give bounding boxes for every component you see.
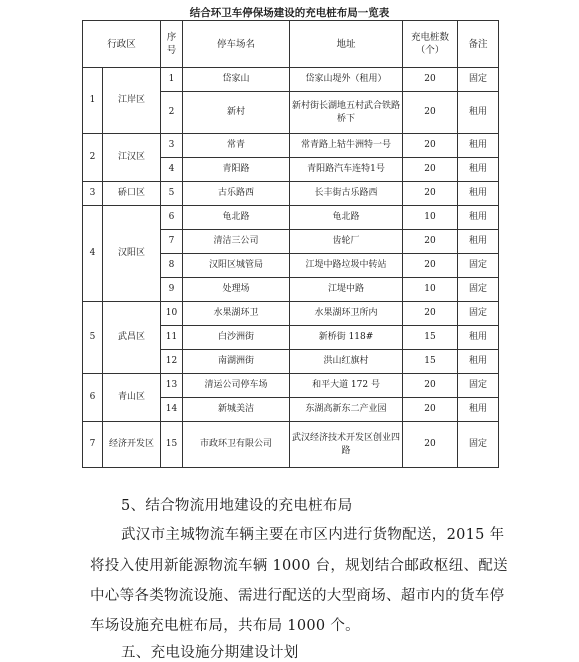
remark-cell: 租用 (458, 182, 499, 206)
address-cell: 岱家山堤外（租用） (290, 68, 403, 92)
pile-count-cell: 20 (403, 134, 458, 158)
remark-cell: 租用 (458, 398, 499, 422)
seq-cell: 9 (161, 278, 183, 302)
address-cell: 和平大道 172 号 (290, 374, 403, 398)
district-name: 江岸区 (103, 68, 161, 134)
address-cell: 龟北路 (290, 206, 403, 230)
table-row (83, 182, 499, 206)
remark-cell: 租用 (458, 206, 499, 230)
remark-cell: 租用 (458, 92, 499, 134)
pile-count-cell: 20 (403, 254, 458, 278)
seq-cell: 5 (161, 182, 183, 206)
address-cell: 江堤中路 (290, 278, 403, 302)
table-row (83, 302, 499, 326)
pile-count-cell: 20 (403, 230, 458, 254)
address-cell: 武汉经济技术开发区创业四路 (290, 422, 403, 468)
address-cell: 齿轮厂 (290, 230, 403, 254)
pile-count-cell: 10 (403, 206, 458, 230)
table-title: 结合环卫车停保场建设的充电桩布局一览表 (189, 7, 390, 19)
parking-name-cell: 市政环卫有限公司 (183, 422, 290, 468)
district-name: 江汉区 (103, 134, 161, 182)
pile-count-cell: 20 (403, 302, 458, 326)
parking-name-cell: 清洁三公司 (183, 230, 290, 254)
address-cell: 洪山红旗村 (290, 350, 403, 374)
header-remark: 备注 (458, 21, 499, 68)
district-index: 2 (83, 134, 103, 182)
remark-cell: 固定 (458, 422, 499, 468)
pile-count-cell: 20 (403, 374, 458, 398)
body-text-line: 将投入使用新能源物流车辆 1000 台，规划结合邮政枢纽、配送 (90, 558, 508, 574)
district-index: 6 (83, 374, 103, 422)
parking-name-cell: 古乐路西 (183, 182, 290, 206)
remark-cell: 固定 (458, 278, 499, 302)
remark-cell: 租用 (458, 230, 499, 254)
header-district: 行政区 (83, 21, 161, 68)
parking-name-cell: 新村 (183, 92, 290, 134)
district-index: 4 (83, 206, 103, 302)
district-name: 硚口区 (103, 182, 161, 206)
remark-cell: 租用 (458, 158, 499, 182)
header-address: 地址 (290, 21, 403, 68)
seq-cell: 1 (161, 68, 183, 92)
section-heading-five: 五、充电设施分期建设计划 (121, 645, 299, 661)
remark-cell: 固定 (458, 254, 499, 278)
address-cell: 青阳路汽车连特1号 (290, 158, 403, 182)
district-index: 3 (83, 182, 103, 206)
parking-name-cell: 新城美洁 (183, 398, 290, 422)
district-name: 武昌区 (103, 302, 161, 374)
address-cell: 长丰街古乐路西 (290, 182, 403, 206)
seq-cell: 7 (161, 230, 183, 254)
district-name: 青山区 (103, 374, 161, 422)
seq-cell: 3 (161, 134, 183, 158)
table-row (83, 206, 499, 230)
table-row (83, 374, 499, 398)
section-heading-5: 5、结合物流用地建设的充电桩布局 (121, 498, 353, 514)
remark-cell: 租用 (458, 134, 499, 158)
seq-cell: 14 (161, 398, 183, 422)
address-cell: 常青路上轱牛洲特一号 (290, 134, 403, 158)
district-name: 汉阳区 (103, 206, 161, 302)
header-seq: 序号 (161, 21, 183, 68)
address-cell: 新村街长湖地五村武合铁路桥下 (290, 92, 403, 134)
address-cell: 水果湖环卫所内 (290, 302, 403, 326)
pile-count-cell: 20 (403, 92, 458, 134)
seq-cell: 4 (161, 158, 183, 182)
pile-count-cell: 20 (403, 158, 458, 182)
parking-name-cell: 水果湖环卫 (183, 302, 290, 326)
district-index: 5 (83, 302, 103, 374)
seq-cell: 10 (161, 302, 183, 326)
body-text-line: 中心等各类物流设施、需进行配送的大型商场、超市内的货车停 (90, 588, 505, 604)
header-name: 停车场名 (183, 21, 290, 68)
seq-cell: 2 (161, 92, 183, 134)
body-text-line: 车场设施充电桩布局，共布局 1000 个。 (90, 618, 360, 634)
seq-cell: 15 (161, 422, 183, 468)
parking-name-cell: 汉阳区城管局 (183, 254, 290, 278)
district-index: 1 (83, 68, 103, 134)
parking-name-cell: 岱家山 (183, 68, 290, 92)
seq-cell: 11 (161, 326, 183, 350)
parking-name-cell: 青阳路 (183, 158, 290, 182)
parking-name-cell: 南湖洲街 (183, 350, 290, 374)
parking-name-cell: 清运公司停车场 (183, 374, 290, 398)
table-row (83, 68, 499, 92)
parking-name-cell: 处理场 (183, 278, 290, 302)
seq-cell: 12 (161, 350, 183, 374)
address-cell: 东湖高新东二产业园 (290, 398, 403, 422)
parking-name-cell: 龟北路 (183, 206, 290, 230)
seq-cell: 8 (161, 254, 183, 278)
remark-cell: 固定 (458, 302, 499, 326)
address-cell: 新桥街 118# (290, 326, 403, 350)
remark-cell: 租用 (458, 326, 499, 350)
pile-count-cell: 20 (403, 422, 458, 468)
parking-name-cell: 白沙洲街 (183, 326, 290, 350)
seq-cell: 6 (161, 206, 183, 230)
table-header-row (83, 21, 499, 68)
pile-count-cell: 15 (403, 350, 458, 374)
body-text-line: 武汉市主城物流车辆主要在市区内进行货物配送，2015 年 (121, 527, 505, 543)
remark-cell: 固定 (458, 68, 499, 92)
seq-cell: 13 (161, 374, 183, 398)
pile-count-cell: 20 (403, 68, 458, 92)
charging-pile-table (82, 20, 499, 468)
district-index: 7 (83, 422, 103, 468)
remark-cell: 固定 (458, 374, 499, 398)
table-row (83, 134, 499, 158)
parking-name-cell: 常青 (183, 134, 290, 158)
address-cell: 江堤中路垃圾中转站 (290, 254, 403, 278)
district-name: 经济开发区 (103, 422, 161, 468)
table-row (83, 422, 499, 468)
pile-count-cell: 15 (403, 326, 458, 350)
remark-cell: 租用 (458, 350, 499, 374)
header-count: 充电桩数（个） (403, 21, 458, 68)
pile-count-cell: 10 (403, 278, 458, 302)
pile-count-cell: 20 (403, 182, 458, 206)
table-body (83, 68, 499, 468)
pile-count-cell: 20 (403, 398, 458, 422)
